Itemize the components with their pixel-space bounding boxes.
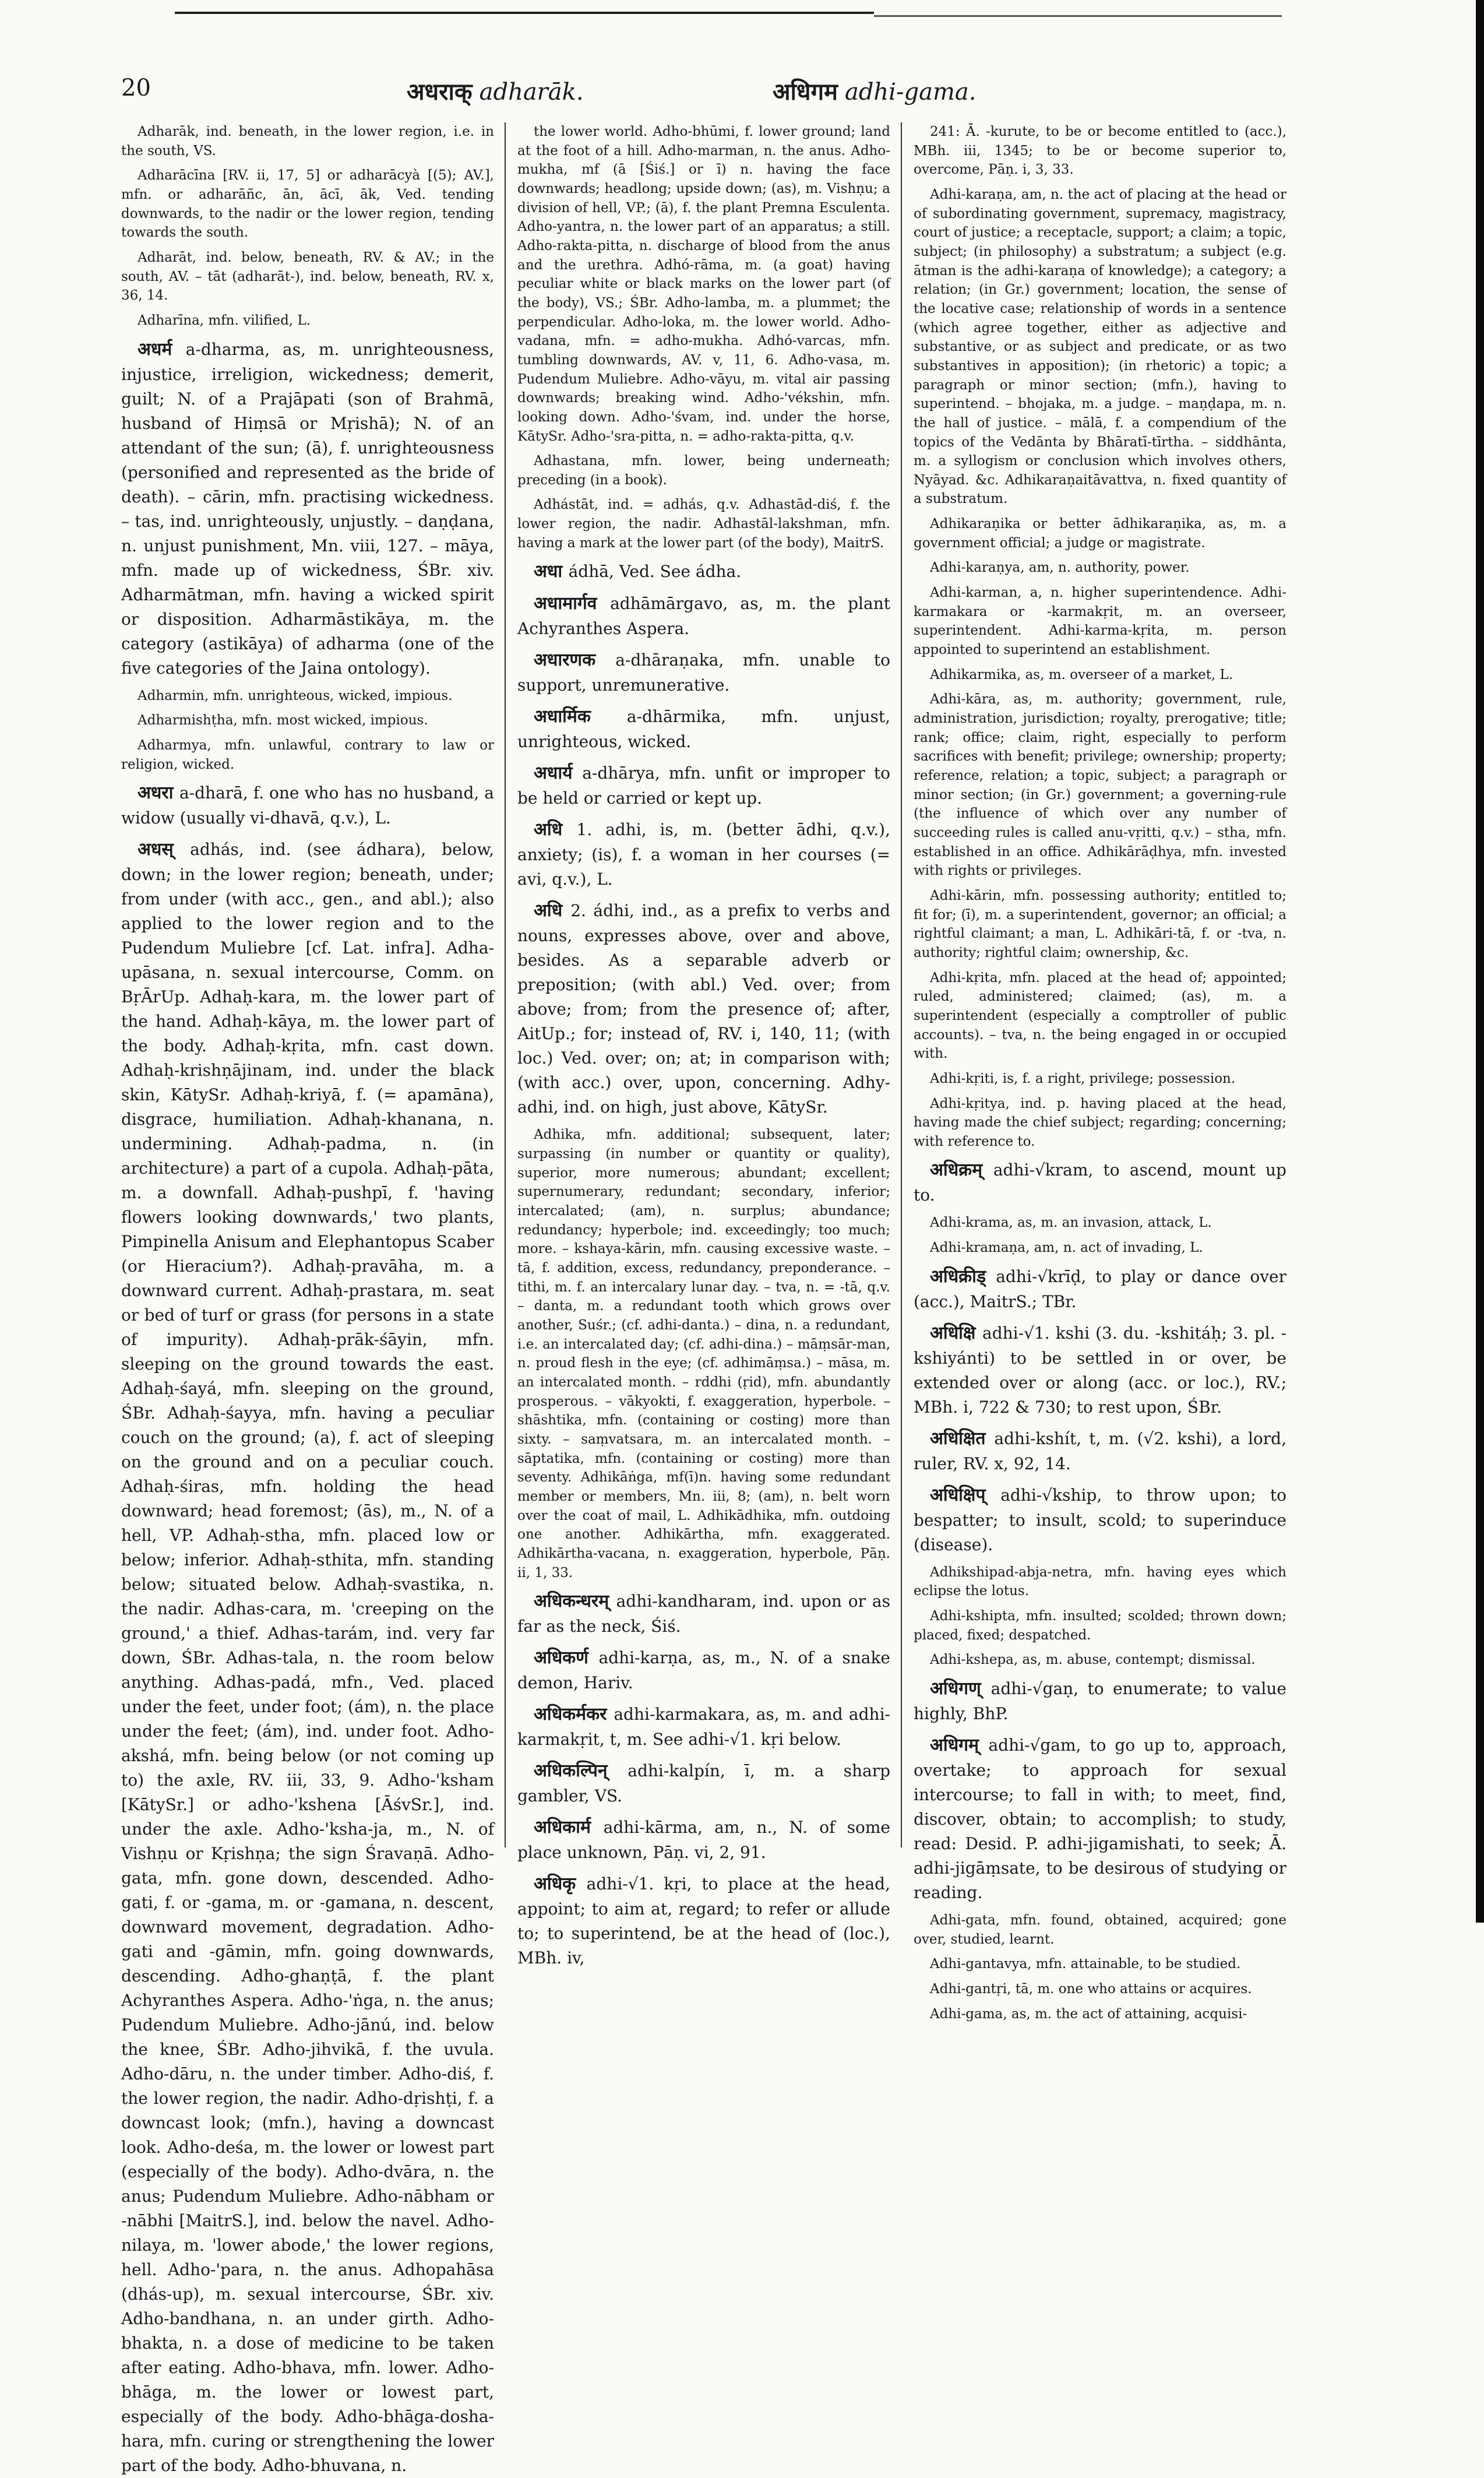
dictionary-entry — [914, 558, 1286, 578]
entry-text: adhi-kalpín, ī, m. a sharp gambler, VS. — [517, 1761, 890, 1806]
entry-text: Adhi-gantṛi, tā, m. one who attains or acquires. — [930, 1981, 1252, 1997]
entry-text: the lower world. Adho-bhūmi, f. lower ground; land at the foot of a hill. Adho-marman, n. the anus. Adho-mukha, mf (ā [Śiś.] or ī) n. having the face downwards; headlong; upside down; (as), m. Vishṇu; a division of hell, VP.; (ā), f. the plant Premna Esculenta. Adho-yantra, n. the lower part of an apparatus; a still. Adho-rakta-pitta, n. discharge of blood from the anus and the urethra. Adhó-rāma, m. (a goat) having peculiar white or black marks on the lower part (of the body), VS.; ŚBr. Adho-lamba, m. a plummet; the perpendicular. Adho-loka, m. the lower world. Adho-vadana, mfn. = adho-mukha. Adhó-varcas, mfn. tumbling downwards, AV. v, 11, 6. Adho-vasa, m. Pudendum Muliebre. Adho-vāyu, m. vital air passing downwards; breaking wind. Adho-'vékshin, mfn. looking down. Adho-'śvam, ind. under the horse, KātySr. Adho-'sra-pitta, n. = adho-rakta-pitta, q.v. — [517, 124, 890, 444]
dictionary-entry — [914, 1911, 1286, 1949]
dictionary-entry — [517, 590, 890, 641]
entry-headword-devanagari: अधिकन्धरम् — [534, 1591, 616, 1612]
entry-text: adhi-kārma, am, n., N. of some place unknown, Pāṇ. vi, 2, 91. — [517, 1818, 890, 1863]
dictionary-entry — [517, 1701, 890, 1752]
entry-text: adhi-kshít, t, m. (√2. kshi), a lord, ruler, RV. x, 92, 14. — [914, 1428, 1286, 1473]
entry-headword-devanagari: अधिगम् — [930, 1735, 989, 1756]
scan-line — [874, 15, 1282, 17]
page-number: 20 — [121, 75, 151, 101]
entry-headword-devanagari: अधिक्षिप् — [930, 1484, 1001, 1505]
column-3 — [914, 122, 1287, 2022]
entry-text: adhi-√1. kshi (3. du. -kshitáḥ; 3. pl. -kshiyánti) to be settled in or over, be extended over or along (acc. or loc.), RV.; MBh. i, 722 & 730; to rest upon, ŚBr. — [914, 1323, 1286, 1417]
dictionary-entry — [517, 495, 890, 552]
page-header — [121, 75, 1420, 110]
entry-text: adhi-karmakara, as, m. and adhi-karmakṛit, t, m. See adhi-√1. kṛi below. — [517, 1705, 890, 1750]
dictionary-entry — [914, 1069, 1286, 1089]
entry-headword-devanagari: अधिकल्पिन् — [534, 1761, 628, 1782]
right-running-head-devanagari: अधिगम — [773, 78, 838, 105]
entry-headword-devanagari: अधिक्षि — [930, 1322, 983, 1343]
entry-text: Adhi-karman, a, n. higher superintendence. Adhi-karmakara or -karmakṛit, m. an overseer, superintendent. Adhi-karma-kṛita, m. person appointed to superintend an establishment. — [914, 585, 1286, 658]
entry-headword-devanagari: अधार्य — [534, 763, 583, 784]
entry-text: Adhikarmika, as, m. overseer of a market, L. — [930, 667, 1233, 682]
dictionary-entry — [517, 1645, 890, 1695]
column-2 — [517, 122, 891, 1968]
dictionary-entry — [121, 311, 494, 330]
dictionary-entry — [121, 336, 494, 681]
dictionary-entry — [914, 1157, 1286, 1208]
entry-text: 1. adhi, is, m. (better ādhi, q.v.), anxiety; (is), f. a woman in her courses (= avi, q.v.), L. — [517, 820, 890, 889]
entry-headword-devanagari: अधि — [534, 819, 577, 840]
entry-text: Adhi-kramaṇa, am, n. act of invading, L. — [930, 1240, 1203, 1256]
entry-text: adhi-kandharam, ind. upon or as far as the neck, Śiś. — [517, 1592, 890, 1636]
dictionary-entry — [914, 1563, 1286, 1601]
dictionary-entry — [914, 1238, 1286, 1258]
entry-text: Adhastana, mfn. lower, being underneath; preceding (in a book). — [517, 453, 890, 488]
entry-text: Adharmya, mfn. unlawful, contrary to law or religion, wicked. — [121, 737, 494, 772]
dictionary-entry — [914, 2005, 1286, 2024]
entry-headword-devanagari: अधर्म — [138, 339, 186, 360]
dictionary-entry — [517, 647, 890, 698]
entry-text: Adhi-gantavya, mfn. attainable, to be studied. — [930, 1956, 1241, 1972]
dictionary-entry — [517, 1125, 890, 1582]
entry-text: Adhi-krama, as, m. an invasion, attack, L. — [930, 1215, 1212, 1231]
dictionary-entry — [914, 1213, 1286, 1233]
dictionary-entry — [121, 836, 494, 2478]
dictionary-entry — [914, 1482, 1286, 1557]
dictionary-entry — [121, 122, 494, 160]
entry-text: Adharāk, ind. beneath, in the lower region, i.e. in the south, VS. — [121, 124, 494, 159]
dictionary-entry — [517, 1588, 890, 1639]
right-running-head-translit: adhi-gama. — [844, 79, 977, 105]
entry-text: Adhi-kshipta, mfn. insulted; scolded; thrown down; placed, fixed; despatched. — [914, 1608, 1286, 1643]
dictionary-entry — [517, 1871, 890, 1970]
entry-headword-devanagari: अधिक्षित — [930, 1428, 995, 1449]
entry-headword-devanagari: अधरा — [138, 783, 179, 804]
dictionary-entry — [121, 736, 494, 774]
entry-text: a-dharma, as, m. unrighteousness, injustice, irreligion, wickedness; demerit, guilt; N. of a Prajāpati (son of Brahmā, husband of Hiṃsā or Mṛishā); N. of an attendant of the sun; (ā), f. unrighteousness (personified and represented as the bride of death). – cārin, mfn. practising wickedness. – tas, ind. unrighteously, unjustly. – daṇḍana, n. unjust punishment, Mn. viii, 127. – māya, mfn. made up of wickedness, ŚBr. xiv. Adharmātman, mfn. having a wicked spirit or disposition. Adharmāstikāya, m. the category (astikāya) of adharma (one of the five categories of the Jaina ontology). — [121, 339, 494, 678]
entry-headword-devanagari: अधा — [534, 561, 569, 582]
dictionary-entry — [517, 703, 890, 754]
dictionary-entry — [914, 666, 1286, 685]
entry-text: adhi-karṇa, as, m., N. of a snake demon, Hariv. — [517, 1648, 890, 1693]
dictionary-entry — [517, 452, 890, 490]
dictionary-entry — [914, 1676, 1286, 1726]
dictionary-entry — [914, 969, 1286, 1064]
dictionary-entry — [914, 1732, 1286, 1905]
entry-text: Adhi-kāra, as, m. authority; government, rule, administration, jurisdiction; royalty, prerogative; title; rank; office; claim, right, especially to perform sacrifices with benefit; privilege; ownership; property; reference, relation; a topic, subject; a paragraph or minor section; (in Gr.) government; a governing-rule (the influence of which over any number of succeeding rules is called anu-vṛitti, q.v.) – stha, mfn. established in an office. Adhikārāḍhya, mfn. invested with rights or privileges. — [914, 692, 1286, 879]
dictionary-entry — [914, 1955, 1286, 1974]
entry-headword-devanagari: अधारणक — [534, 650, 616, 671]
dictionary-entry — [914, 690, 1286, 881]
dictionary-entry — [517, 122, 890, 446]
entry-text: Adhi-gata, mfn. found, obtained, acquired; gone over, studied, learnt. — [914, 1913, 1286, 1947]
left-running-head-devanagari: अधराक् — [407, 78, 473, 105]
entry-text: 2. ádhi, ind., as a prefix to verbs and nouns, expresses above, over and above, besides. As a separable adverb or preposition; (with abl.) Ved. over; from above; from; from the presence of; after, AitUp.; for; instead of, RV. i, 140, 11; (with loc.) Ved. over; on; at; in comparison with; (with acc.) over, upon, concerning. Adhy-adhi, ind. on high, just above, KātySr. — [517, 901, 890, 1117]
dictionary-entry — [517, 816, 890, 892]
entry-headword-devanagari: अधिकृ — [534, 1874, 587, 1895]
dictionary-entry — [914, 1094, 1286, 1152]
entry-text: Adharācīna [RV. ii, 17, 5] or adharācyà [(5); AV.], mfn. or adharāñc, ān, ācī, āk, Ved. tending downwards, to the nadir or the lower region, tending towards the south. — [121, 168, 494, 241]
dictionary-entry — [517, 1758, 890, 1808]
entry-text: adhi-√1. kṛi, to place at the head, appoint; to aim at, regard; to refer or allude to; to superintend, be at the head of (loc.), MBh. iv, — [517, 1874, 891, 1968]
entry-headword-devanagari: अधस् — [138, 839, 191, 860]
entry-headword-devanagari: अधामार्गव — [534, 593, 611, 614]
left-running-head-translit: adharāk. — [479, 79, 584, 105]
dictionary-entry — [914, 1263, 1286, 1314]
entry-headword-devanagari: अधिकर्ण — [534, 1648, 599, 1669]
dictionary-entry — [517, 760, 890, 811]
entry-text: a-dhārmika, mfn. unjust, unrighteous, wicked. — [517, 707, 890, 752]
entry-text: a-dhārya, mfn. unfit or improper to be held or carried or kept up. — [517, 763, 890, 808]
dictionary-entry — [914, 1980, 1286, 1999]
entry-text: Adhástāt, ind. = adhás, q.v. Adhastād-diś, f. the lower region, the nadir. Adhastāl-lakshman, mfn. having a mark at the lower part (of the body), MaitrS. — [517, 497, 890, 551]
entry-text: ádhā, Ved. See ádha. — [568, 562, 742, 582]
right-running-head — [773, 75, 976, 107]
dictionary-entry — [914, 1425, 1286, 1476]
entry-text: adhi-√gaṇ, to enumerate; to value highly, BhP. — [914, 1679, 1286, 1724]
entry-text: Adhi-karaṇa, am, n. the act of placing at the head or of subordinating government, supremacy, magistracy, court of justice; a receptacle, support; a claim; a topic, subject; (in philosophy) a substratum; a subject (e.g. ātman is the adhi-karaṇa of knowledge); a category; a relation; (in Gr.) government; location, the sense of the locative case; relationship of words in a sentence (which agree together, either as adjective and substantive, or as subject and predicate, or as two substantives in apposition); (in rhetoric) a topic; a paragraph or minor section; (mfn.), having to superintend. – bhojaka, m. a judge. – maṇḍapa, m. n. the hall of justice. – mālā, f. a compendium of the topics of the Vedānta by Bhāratī-tīrtha. – siddhānta, m. a syllogism or conclusion which involves others, Nyāyad. &c. Adhikaraṇaitāvattva, n. fixed quantity of a substratum. — [914, 186, 1286, 507]
entry-text: Adhi-kṛita, mfn. placed at the head of; appointed; ruled, administered; claimed; (as), m. a superintendent (especially a comptroller of public accounts). – tva, n. the being engaged in or occupied with. — [914, 970, 1286, 1062]
entry-text: Adhikshipad-abja-netra, mfn. having eyes which eclipse the lotus. — [914, 1564, 1286, 1599]
dictionary-columns — [121, 122, 1420, 2476]
entry-text: Adhi-kārin, mfn. possessing authority; entitled to; fit for; (ī), m. a superintendent, governor; an official; a rightful claimant; a man, L. Adhikāri-tā, f. or -tva, n. authority; rightful claim; ownership, &c. — [914, 888, 1286, 960]
dictionary-entry — [914, 1320, 1286, 1420]
dictionary-entry — [914, 583, 1286, 660]
entry-headword-devanagari: अधि — [534, 900, 571, 921]
entry-text: adhi-√kship, to throw upon; to bespatter; to insult, scold; to superinduce (disease). — [914, 1485, 1287, 1554]
entry-text: adhāmārgavo, as, m. the plant Achyranthes Aspera. — [517, 594, 890, 639]
entry-text: Adhi-kshepa, as, m. abuse, contempt; dismissal. — [930, 1652, 1256, 1668]
dictionary-entry — [914, 122, 1286, 179]
entry-headword-devanagari: अधिगण् — [930, 1678, 991, 1699]
dictionary-entry — [121, 711, 494, 730]
entry-text: Adhi-karaṇya, am, n. authority, power. — [930, 560, 1190, 576]
scan-right-edge — [1476, 0, 1484, 1923]
entry-headword-devanagari: अधिक्रम् — [930, 1160, 993, 1181]
entry-text: Adharīna, mfn. vilified, L. — [138, 312, 311, 328]
entry-text: adhi-√gam, to go up to, approach, overtake; to approach for sexual intercourse; to fall in with; to meet, find, discover, obtain; to accomplish; to study, read: Desid. P. adhi-jigamishati, to seek; Ā. adhi-jigāṃsate, to be desirous of studying or reading. — [914, 1736, 1286, 1903]
entry-headword-devanagari: अधिकार्म — [534, 1817, 604, 1838]
column-divider — [505, 122, 506, 1847]
dictionary-entry — [517, 1814, 890, 1865]
dictionary-entry — [914, 1650, 1286, 1670]
dictionary-entry — [517, 897, 890, 1120]
dictionary-entry — [914, 886, 1286, 963]
column-1 — [121, 122, 494, 2476]
entry-text: a-dharā, f. one who has no husband, a widow (usually vi-dhavā, q.v.), L. — [121, 783, 494, 828]
dictionary-entry — [517, 558, 890, 585]
entry-text: adhi-√krīḍ, to play or dance over (acc.), MaitrS.; TBr. — [914, 1266, 1286, 1311]
left-running-head — [407, 75, 584, 107]
dictionary-entry — [121, 248, 494, 305]
entry-text: Adhi-gama, as, m. the act of attaining, acquisi- — [930, 2006, 1247, 2022]
entry-headword-devanagari: अधिक्रीड् — [930, 1266, 996, 1287]
entry-text: adhás, ind. (see ádhara), below, down; in the lower region; beneath, under; from under (with acc., gen., and abl.); also applied to the lower region and to the Pudendum Muliebre [cf. Lat. infra]. Adha-upāsana, n. sexual intercourse, Comm. on BṛĀrUp. Adhaḥ-kara, m. the lower part of the hand. Adhaḥ-kāya, m. the lower part of the body. Adhaḥ-kṛita, mfn. cast down. Adhaḥ-krishṇājinam, ind. under the black skin, KātySr. Adhaḥ-kriyā, f. (= apamāna), disgrace, humiliation. Adhaḥ-khanana, n. undermining. Adhaḥ-padma, n. (in architecture) a part of a cupola. Adhaḥ-pāta, m. a downfall. Adhaḥ-pushpī, f. 'having flowers looking downwards,' two plants, Pimpinella Anisum and Elephantopus Scaber (or Hieracium?). Adhaḥ-pravāha, m. a downward current. Adhaḥ-prastara, m. seat or bed of turf or grass (for persons in a state of impurity). Adhaḥ-prāk-śāyin, mfn. sleeping on the ground towards the east. Adhaḥ-śayá, mfn. sleeping on the ground, ŚBr. Adhaḥ-śayya, mfn. having a peculiar couch on the ground; (a), f. act of sleeping on the ground and on a peculiar couch. Adhaḥ-śiras, mfn. holding the head downward; head foremost; (ās), m., N. of a hell, VP. Adhaḥ-stha, mfn. placed low or below; inferior. Adhaḥ-sthita, mfn. standing below; situated below. Adhaḥ-svastika, n. the nadir. Adhas-cara, m. 'creeping on the ground,' a thief. Adhas-tarám, ind. very far down, ŚBr. Adhas-tala, n. the room below anything. Adhas-padá, mfn., Ved. placed under the feet, under foot; (ám), n. the place under the feet; (ám), ind. under foot. Adho-akshá, mfn. being below (or not coming up to) the axle, RV. iii, 33, 9. Adho-'ksham [KātySr.] or adho-'kshena [ĀśvSr.], ind. under the axle. Adho-'ksha-ja, m., N. of Vishṇu or Kṛishṇa; the sign Śravaṇā. Adho-gata, mfn. gone down, descended. Adho-gati, f. or -gama, m. or -gamana, n. descent, downward movement, degradation. Adho-gati and -gāmin, mfn. going downwards, descending. Adho-ghaṇṭā, f. the plant Achyranthes Aspera. Adho-'ṅga, n. the anus; Pudendum Muliebre. Adho-jānú, ind. below the knee, ŚBr. Adho-jihvikā, f. the uvula. Adho-dāru, n. the under timber. Adho-diś, f. the lower region, the nadir. Adho-dṛishṭi, f. a downcast look; (mfn.), having a downcast look. Adho-deśa, m. the lower or lowest part (especially of the body). Adho-dvāra, n. the anus; Pudendum Muliebre. Adho-nābham or -nābhi [MaitrS.], ind. below the navel. Adho-nilaya, m. 'lower abode,' the lower regions, hell. Adho-'para, n. the anus. Adhopahāsa (dhás-up), m. sexual intercourse, ŚBr. xiv. Adho-bandhana, n. an under girth. Adho-bhakta, n. a dose of medicine to be taken after eating. Adho-bhava, mfn. lower. Adho-bhāga, m. the lower or lowest part, especially of the body. Adho-bhāga-dosha-hara, mfn. curing or strengthening the lower part of the body. Adho-bhuvana, n. — [121, 840, 494, 2476]
entry-text: a-dhāraṇaka, mfn. unable to support, unremunerative. — [517, 650, 890, 695]
entry-headword-devanagari: अधिकर्मकर — [534, 1704, 614, 1725]
dictionary-entry — [121, 780, 494, 830]
entry-text: Adharmishṭha, mfn. most wicked, impious. — [138, 713, 428, 728]
dictionary-entry — [914, 1607, 1286, 1645]
entry-text: Adhi-kṛiti, is, f. a right, privilege; possession. — [930, 1071, 1236, 1086]
entry-text: 241: Ā. -kurute, to be or become entitled to (acc.), MBh. iii, 1345; to be or become superior to, overcome, Pāṇ. i, 3, 33. — [914, 124, 1286, 178]
dictionary-entry — [914, 515, 1286, 552]
entry-text: Adharmin, mfn. unrighteous, wicked, impious. — [138, 688, 453, 703]
scan-line — [175, 12, 874, 14]
entry-headword-devanagari: अधार्मिक — [534, 706, 627, 727]
dictionary-entry — [121, 687, 494, 706]
dictionary-entry — [121, 166, 494, 242]
column-divider — [901, 122, 902, 1847]
entry-text: adhi-√kram, to ascend, mount up to. — [914, 1160, 1286, 1205]
entry-text: Adhikaraṇika or better ādhikaraṇika, as, m. a government official; a judge or magistrate. — [914, 516, 1286, 551]
entry-text: Adharāt, ind. below, beneath, RV. & AV.; in the south, AV. – tāt (adharāt-), ind. below, beneath, RV. x, 36, 14. — [121, 249, 494, 304]
entry-text: Adhika, mfn. additional; subsequent, later; surpassing (in number or quantity or quality), superior, more numerous; abundant; excellent; supernumerary, redundant; secondary, inferior; intercalated; (am), n. surplus; abundance; redundancy; hyperbole; ind. exceedingly; too much; more. – kshaya-kārin, mfn. causing excessive waste. – tā, f. addition, excess, redundancy, preponderance. – tithi, m. f. an intercalary lunar day. – tva, n. = -tā, q.v. – danta, m. a redundant tooth which grows over another, Suśr.; (cf. adhi-danta.) – dina, n. a redundant, i.e. an intercalated day; (cf. adhi-dina.) – māṃsār-man, n. proud flesh in the eye; (cf. adhimāṃsa.) – māsa, m. an intercalated month. – rddhi (ṛid), mfn. abundantly prosperous. – vākyokti, f. exaggeration, hyperbole. – shāshtika, mfn. (containing or costing) more than sixty. – saṃvatsara, m. an intercalated month. – sāptatika, mfn. (containing or costing) more than seventy. Adhikāṅga, mf(ī)n. having some redundant member or members, Mn. iii, 8; (am), n. belt worn over the coat of mail, L. Adhikādhika, mfn. outdoing one another. Adhikārtha, mfn. exaggerated. Adhikārtha-vacana, n. exaggeration, hyperbole, Pāṇ. ii, 1, 33. — [517, 1127, 890, 1581]
entry-text: Adhi-kṛitya, ind. p. having placed at the head, having made the chief subject; regarding; concerning; with reference to. — [914, 1096, 1286, 1149]
scan-top-edge — [0, 0, 1484, 28]
dictionary-entry — [914, 185, 1286, 509]
